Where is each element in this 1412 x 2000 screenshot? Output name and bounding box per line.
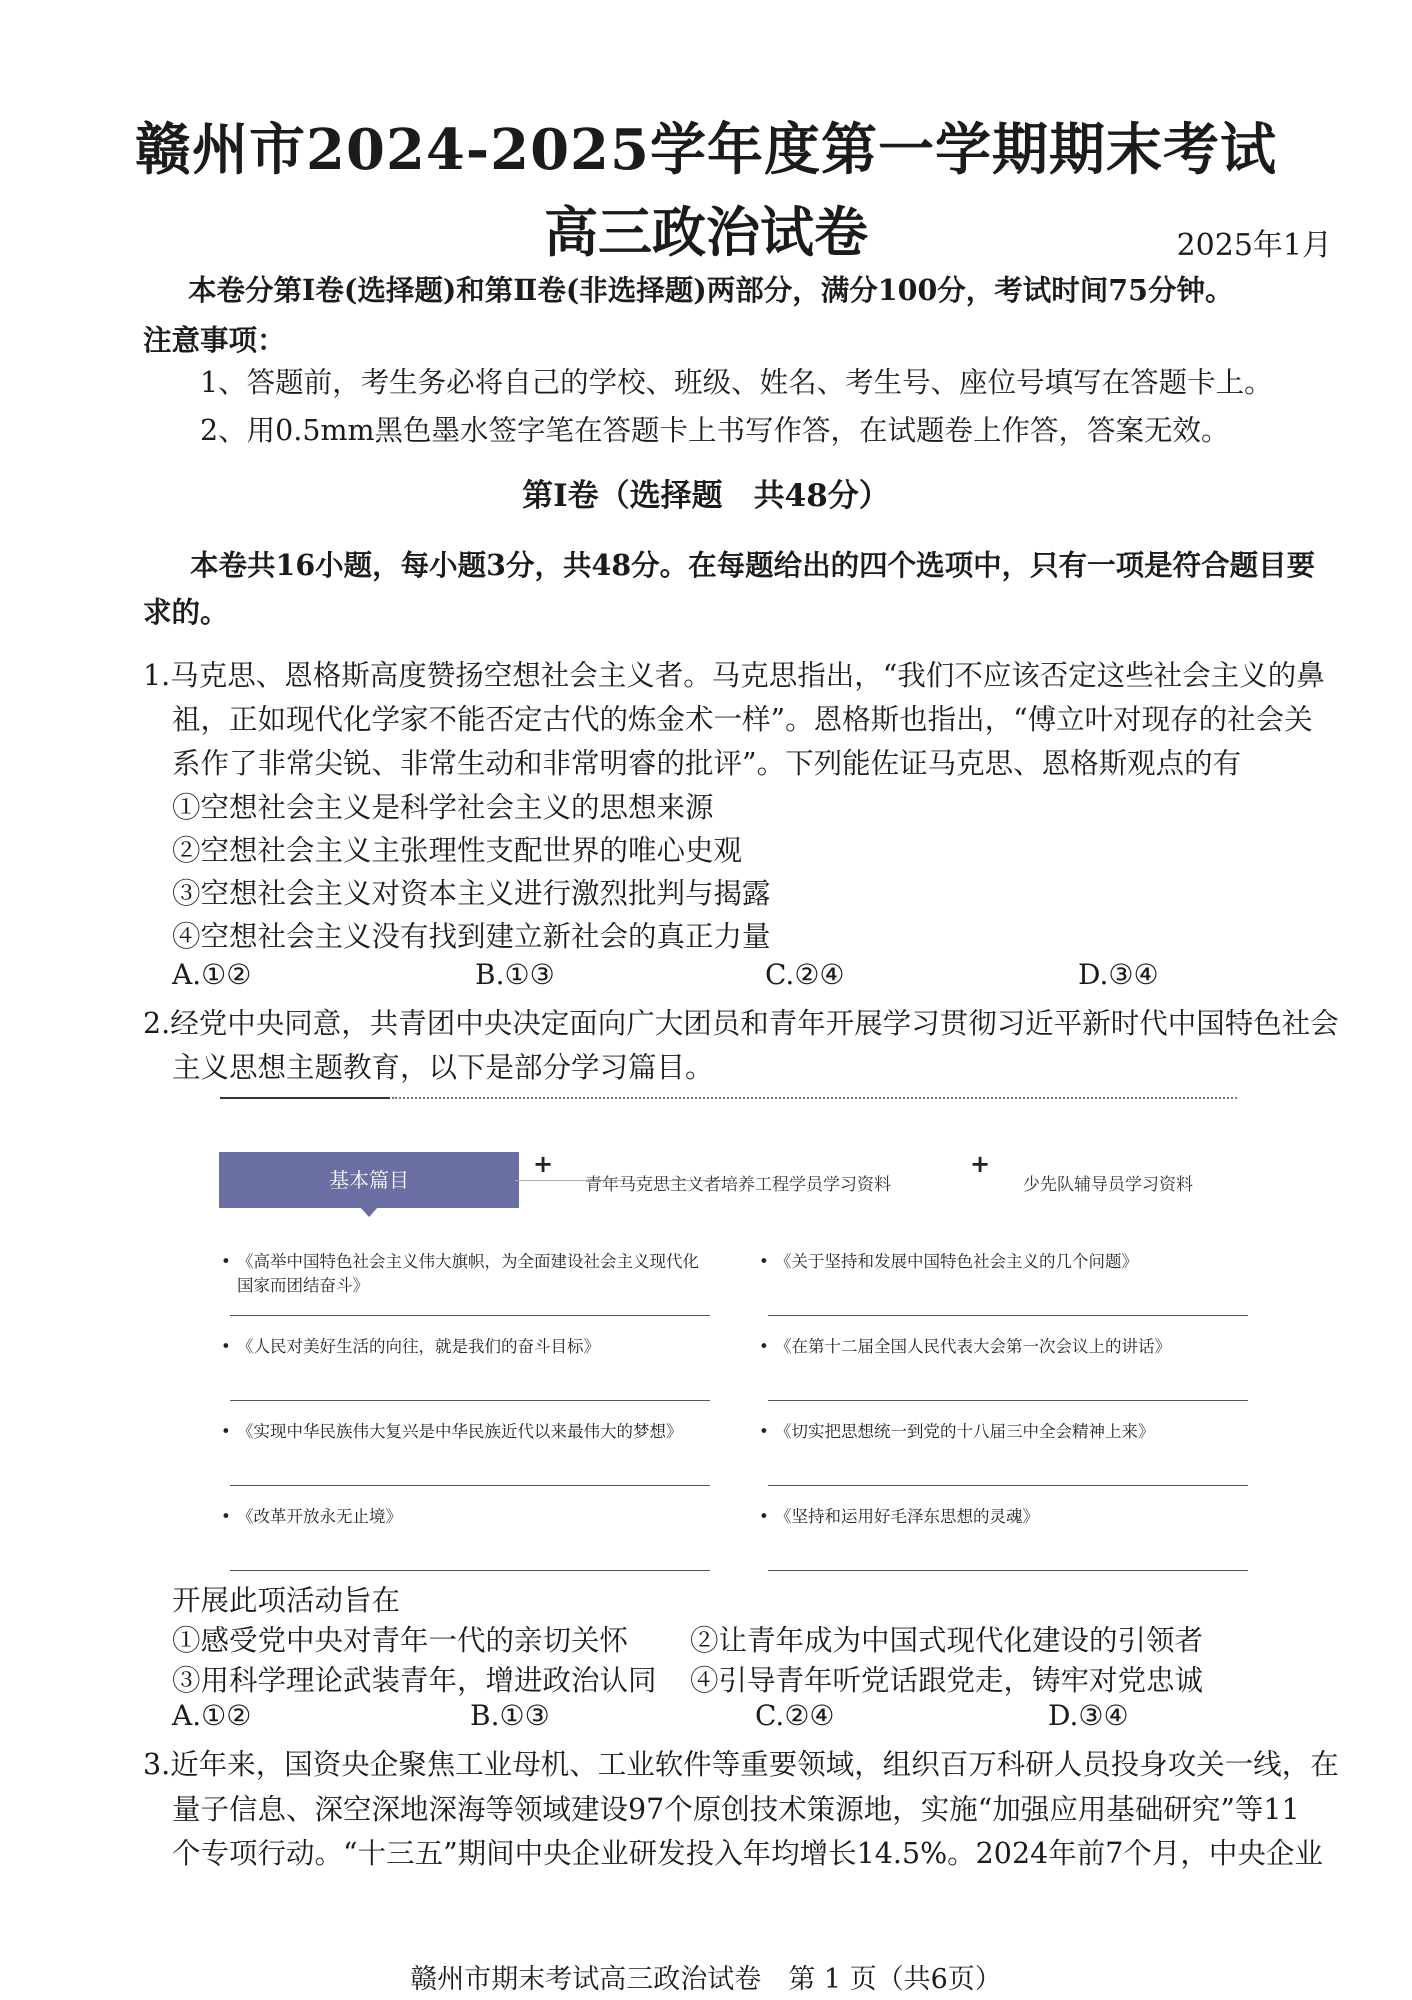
item-separator [768,1570,1248,1571]
item-separator [230,1570,710,1571]
item-separator [768,1485,1248,1486]
page-footer: 赣州市期末考试高三政治试卷 第 1 页（共6页） [410,1964,1002,1995]
q2-option-d: D.③④ [1048,1699,1129,1732]
q1-option-d: D.③④ [1078,958,1159,991]
q1-statement: ①空想社会主义是科学社会主义的思想来源 [172,791,714,824]
notice-heading: 注意事项： [143,323,286,357]
q1-stem: 祖，正如现代化学家不能否定古代的炼金术一样”。恩格斯也指出，“傅立叶对现存的社会关 [172,703,1313,736]
reading-item-right: • 《在第十二届全国人民代表大会第一次会议上的讲话》 [775,1335,1235,1359]
notice-item: 1、答题前，考生务必将自己的学校、班级、姓名、考生号、座位号填写在答题卡上。 [200,366,1273,399]
item-separator [230,1315,710,1316]
exam-title: 赣州市2024-2025学年度第一学期期末考试 [135,117,1277,183]
bullet-icon: • [759,1252,769,1271]
q2-statement: ③用科学理论武装青年，增进政治认同 [172,1664,657,1697]
reading-item-right: • 《关于坚持和发展中国特色社会主义的几个问题》 [775,1250,1235,1274]
item-separator [768,1315,1248,1316]
q3-stem: 量子信息、深空深地深海等领域建设97个原创技术策源地，实施“加强应用基础研究”等11 [172,1793,1300,1826]
q1-stem: 1.马克思、恩格斯高度赞扬空想社会主义者。马克思指出，“我们不应该否定这些社会主义的鼻 [143,659,1325,692]
bullet-icon: • [221,1252,231,1271]
q1-statement: ②空想社会主义主张理性支配世界的唯心史观 [172,834,743,867]
bullet-icon: • [221,1507,231,1526]
bullet-icon: • [759,1337,769,1356]
plus-icon: + [970,1150,991,1178]
tab-pointer [360,1207,378,1217]
q1-option-b: B.①③ [475,958,555,991]
tab-youth-marxist: 青年马克思主义者培养工程学员学习资料 [585,1175,891,1195]
figure-top-rule [220,1097,390,1099]
exam-intro: 本卷分第Ⅰ卷(选择题)和第Ⅱ卷(非选择题)两部分，满分100分，考试时间75分钟。 [188,273,1234,307]
q2-statement: ④引导青年听党话跟党走，铸牢对党忠诚 [690,1664,1204,1697]
exam-date: 2025年1月 [1176,228,1332,263]
q2-option-a: A.①② [172,1699,252,1732]
item-separator [768,1400,1248,1401]
notice-item: 2、用0.5mm黑色墨水签字笔在答题卡上书写作答，在试题卷上作答，答案无效。 [200,414,1230,447]
reading-item-right: • 《坚持和运用好毛泽东思想的灵魂》 [775,1505,1235,1529]
exam-subtitle: 高三政治试卷 [544,200,868,264]
reading-item-left: • 《高举中国特色社会主义伟大旗帜，为全面建设社会主义现代化国家而团结奋斗》 [221,1252,699,1295]
bullet-icon: • [221,1337,231,1356]
q1-option-c: C.②④ [765,958,845,991]
q1-statement: ④空想社会主义没有找到建立新社会的真正力量 [172,920,771,953]
reading-item-left: • 《实现中华民族伟大复兴是中华民族近代以来最伟大的梦想》 [237,1420,707,1444]
q2-statement: ②让青年成为中国式现代化建设的引领者 [690,1624,1204,1657]
bullet-icon: • [759,1507,769,1526]
section-instruction: 本卷共16小题，每小题3分，共48分。在每题给出的四个选项中，只有一项是符合题目要 [190,548,1316,582]
plus-icon: + [533,1150,554,1178]
section-instruction: 求的。 [143,595,229,629]
reading-list-figure [215,1140,1235,1580]
reading-item-left: • 《改革开放永无止境》 [237,1505,707,1529]
tab-basic-readings: 基本篇目 [219,1152,519,1208]
q3-stem: 3.近年来，国资央企聚焦工业母机、工业软件等重要领域，组织百万科研人员投身攻关一线，在 [143,1748,1339,1781]
q1-stem: 系作了非常尖锐、非常生动和非常明睿的批评”。下列能佐证马克思、恩格斯观点的有 [172,747,1242,780]
q2-stem: 2.经党中央同意，共青团中央决定面向广大团员和青年开展学习贯彻习近平新时代中国特色社会 [143,1007,1339,1040]
q2-question: 开展此项活动旨在 [172,1584,401,1617]
bullet-icon: • [221,1422,231,1441]
reading-item-left: • 《人民对美好生活的向往，就是我们的奋斗目标》 [237,1335,707,1359]
q2-statement: ①感受党中央对青年一代的亲切关怀 [172,1624,629,1657]
tab-young-pioneer: 少先队辅导员学习资料 [1023,1175,1193,1195]
item-separator [230,1485,710,1486]
q2-option-b: B.①③ [470,1699,550,1732]
q1-option-a: A.①② [172,958,252,991]
q2-stem: 主义思想主题教育，以下是部分学习篇目。 [172,1051,714,1084]
reading-item-right: • 《切实把思想统一到党的十八届三中全会精神上来》 [775,1420,1235,1444]
q3-stem: 个专项行动。“十三五”期间中央企业研发投入年均增长14.5%。2024年前7个月，中央企业 [172,1837,1323,1870]
section-title: 第Ⅰ卷（选择题 共48分） [522,478,890,514]
q2-option-c: C.②④ [755,1699,835,1732]
bullet-icon: • [759,1422,769,1441]
item-separator [230,1400,710,1401]
figure-top-rule-dotted [392,1097,1237,1099]
q1-statement: ③空想社会主义对资本主义进行激烈批判与揭露 [172,877,771,910]
